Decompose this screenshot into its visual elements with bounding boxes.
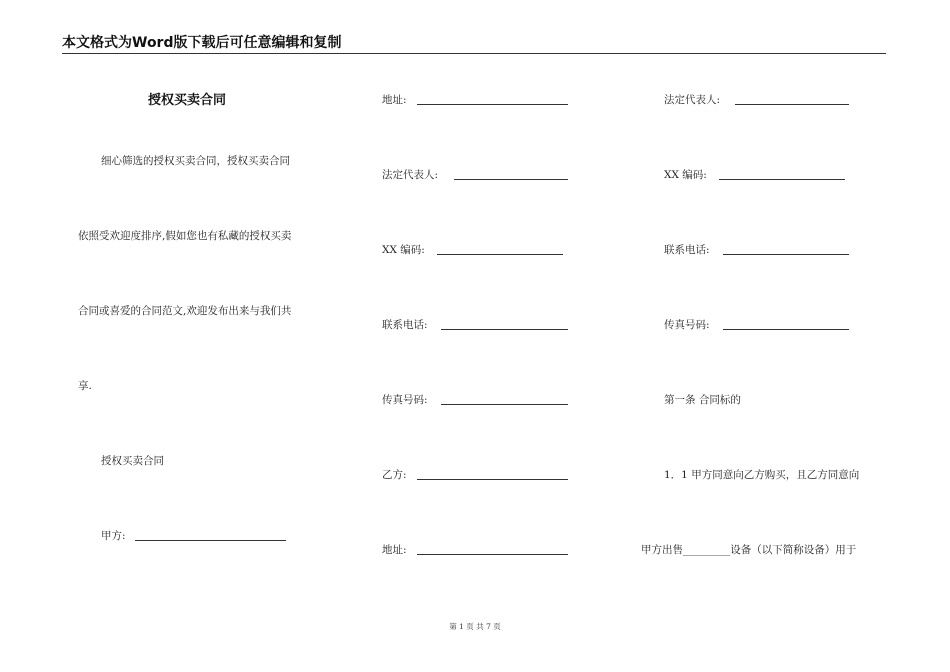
intro-line-1: 细心筛选的授权买卖合同，授权买卖合同 <box>101 155 290 167</box>
code-label-2: XX 编码: <box>664 169 707 181</box>
fax-blank-line-2 <box>723 329 849 330</box>
document-title: 授权买卖合同 <box>148 93 227 108</box>
phone-blank-line-1 <box>441 329 568 330</box>
code-blank-line-1 <box>437 254 563 255</box>
intro-line-2: 依照受欢迎度排序,假如您也有私藏的授权买卖 <box>78 230 292 242</box>
page-number: 第 1 页 共 7 页 <box>449 622 501 631</box>
phone-label-1: 联系电话: <box>382 319 428 331</box>
address-label-2: 地址: <box>382 544 407 556</box>
code-label-1: XX 编码: <box>382 244 425 256</box>
header-divider <box>62 53 886 54</box>
fax-label-2: 传真号码: <box>664 319 710 331</box>
address-blank-line-2 <box>417 554 568 555</box>
article-1-heading: 第一条 合同标的 <box>664 394 741 406</box>
legal-rep-blank-line-1 <box>454 179 568 180</box>
party-b-blank-line <box>417 479 568 480</box>
intro-line-4: 享. <box>78 380 92 392</box>
phone-blank-line-2 <box>723 254 849 255</box>
legal-rep-blank-line-2 <box>735 104 849 105</box>
address-blank-line-1 <box>417 104 568 105</box>
fax-blank-line-1 <box>441 404 568 405</box>
code-blank-line-2 <box>719 179 845 180</box>
contract-subtitle: 授权买卖合同 <box>101 455 164 467</box>
legal-rep-label-1: 法定代表人: <box>382 169 439 181</box>
party-a-label: 甲方: <box>101 530 126 542</box>
legal-rep-label-2: 法定代表人: <box>664 94 721 106</box>
phone-label-2: 联系电话: <box>664 244 710 256</box>
clause-1-1-continued: 甲方出售_________设备（以下简称设备）用于 <box>641 544 857 556</box>
clause-1-1: 1．1 甲方同意向乙方购买，且乙方同意向 <box>664 469 860 481</box>
party-a-blank-line <box>135 540 286 541</box>
page-header-title: 本文格式为Word版下载后可任意编辑和复制 <box>62 35 342 51</box>
party-b-label: 乙方: <box>382 469 407 481</box>
intro-line-3: 合同或喜爱的合同范文,欢迎发布出来与我们共 <box>78 305 292 317</box>
fax-label-1: 传真号码: <box>382 394 428 406</box>
address-label-1: 地址: <box>382 94 407 106</box>
